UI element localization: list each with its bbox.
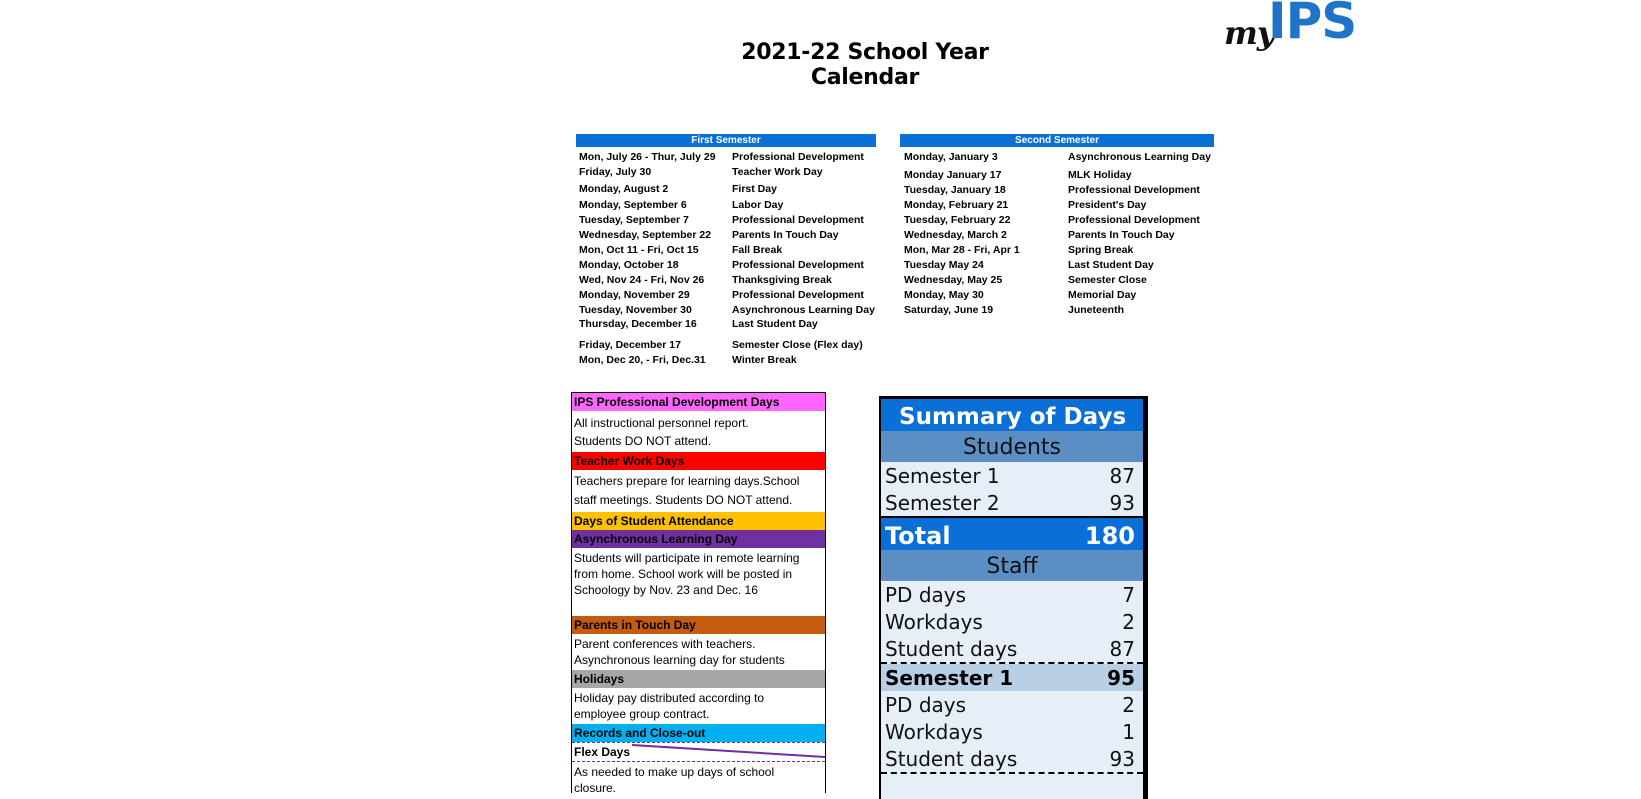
staff-sem1-total-row — [881, 664, 1143, 691]
first-semester-date: Mon, Oct 11 - Fri, Oct 15 — [579, 244, 699, 256]
first-semester-event: Fall Break — [732, 244, 783, 256]
legend-pit-text-1: Parent conferences with teachers. — [574, 637, 756, 651]
page-title: 2021-22 School Year Calendar — [741, 40, 989, 90]
students-sem1-row — [881, 462, 1143, 489]
second-semester-event: Professional Development — [1068, 184, 1200, 196]
legend-async-text-1: Students will participate in remote learning — [574, 551, 800, 565]
staff-s1-student-value: 87 — [1109, 637, 1135, 661]
staff-s1-student-label: Student days — [885, 637, 1018, 661]
summary-title: Summary of Days — [881, 399, 1143, 431]
students-sem1-value: 87 — [1109, 464, 1135, 488]
second-semester-date: Mon, Mar 28 - Fri, Apr 1 — [904, 244, 1020, 256]
staff-s2-work-row — [881, 718, 1143, 745]
first-semester-date: Mon, July 26 - Thur, July 29 — [579, 151, 716, 163]
first-semester-event: Professional Development — [732, 214, 864, 226]
first-semester-date: Mon, Dec 20, - Fri, Dec.31 — [579, 354, 706, 366]
total-row — [881, 518, 1143, 550]
legend-flex-text-1: As needed to make up days of school — [574, 765, 775, 779]
total-value: 180 — [1084, 522, 1135, 550]
legend-panel — [571, 392, 826, 793]
second-semester-date: Wednesday, March 2 — [904, 229, 1007, 241]
first-semester-event: Thanksgiving Break — [732, 274, 832, 286]
second-semester-date: Monday, May 30 — [904, 289, 984, 301]
first-semester-event: Asynchronous Learning Day — [732, 304, 875, 316]
staff-s1-work-label: Workdays — [885, 610, 983, 634]
second-semester-date: Wednesday, May 25 — [904, 274, 1003, 286]
legend-tw-head: Teacher Work Days — [572, 452, 825, 470]
staff-sem1-total-value: 95 — [1107, 666, 1135, 690]
staff-label: Staff — [881, 550, 1143, 581]
summary-of-days-panel — [879, 396, 1148, 799]
first-semester-event: Labor Day — [732, 199, 784, 211]
staff-sem1-total-label: Semester 1 — [885, 666, 1014, 690]
first-semester-date: Tuesday, September 7 — [579, 214, 689, 226]
students-sem2-value: 93 — [1109, 491, 1135, 515]
legend-pit-head: Parents in Touch Day — [572, 616, 825, 634]
second-semester-event: MLK Holiday — [1068, 169, 1132, 181]
myips-logo — [1218, 0, 1357, 60]
second-semester-date: Monday January 17 — [904, 169, 1002, 181]
second-semester-event: President's Day — [1068, 199, 1147, 211]
second-semester-date: Monday, January 3 — [904, 151, 998, 163]
staff-s1-pd-row — [881, 581, 1143, 608]
staff-s2-pd-value: 2 — [1122, 693, 1135, 717]
first-semester-event: First Day — [732, 183, 777, 195]
legend-flex-text-2: closure. — [574, 781, 617, 793]
legend-att-head: Days of Student Attendance — [572, 512, 825, 530]
legend-tw-text-2: staff meetings. Students DO NOT attend. — [574, 493, 793, 507]
staff-s1-pd-label: PD days — [885, 583, 967, 607]
legend-async-head: Asynchronous Learning Day — [572, 530, 825, 548]
legend-flex-head: Flex Days — [574, 745, 631, 759]
staff-s2-pd-label: PD days — [885, 693, 967, 717]
first-semester-event: Semester Close (Flex day) — [732, 339, 863, 351]
second-semester-event: Juneteenth — [1068, 304, 1125, 316]
second-semester-date: Tuesday, January 18 — [904, 184, 1006, 196]
first-semester-date: Wed, Nov 24 - Fri, Nov 26 — [579, 274, 705, 286]
staff-s2-student-row — [881, 745, 1143, 774]
first-semester-date: Tuesday, November 30 — [579, 304, 692, 316]
second-semester-date: Tuesday May 24 — [904, 259, 984, 271]
students-sem2-label: Semester 2 — [885, 491, 1000, 515]
staff-s1-work-value: 2 — [1122, 610, 1135, 634]
staff-s2-student-value: 93 — [1109, 747, 1135, 771]
staff-s1-work-row — [881, 608, 1143, 635]
first-semester-event: Teacher Work Day — [732, 166, 823, 178]
second-semester-event: Spring Break — [1068, 244, 1134, 256]
staff-s2-work-label: Workdays — [885, 720, 983, 744]
second-semester-event: Professional Development — [1068, 214, 1200, 226]
staff-s2-work-value: 1 — [1122, 720, 1135, 744]
first-semester-date: Monday, November 29 — [579, 289, 690, 301]
first-semester-event: Professional Development — [732, 289, 864, 301]
second-semester-date: Saturday, June 19 — [904, 304, 994, 316]
legend-pd-text-1: All instructional personnel report. — [574, 416, 749, 430]
flex-diagonal-line-icon — [572, 743, 825, 761]
first-semester-date: Friday, July 30 — [579, 166, 652, 178]
legend-rec-head: Records and Close-out — [572, 724, 825, 742]
second-semester-event: Last Student Day — [1068, 259, 1154, 271]
first-semester-event: Professional Development — [732, 259, 864, 271]
first-semester-event: Parents In Touch Day — [732, 229, 839, 241]
second-semester-event: Parents In Touch Day — [1068, 229, 1175, 241]
first-semester-date: Friday, December 17 — [579, 339, 681, 351]
second-semester-date: Monday, February 21 — [904, 199, 1009, 211]
first-semester-event: Last Student Day — [732, 318, 818, 330]
logo-prefix: my — [1224, 14, 1275, 52]
legend-pd-head: IPS Professional Development Days — [572, 393, 825, 411]
legend-tw-text-1: Teachers prepare for learning days.School — [574, 474, 800, 488]
students-sem1-label: Semester 1 — [885, 464, 1000, 488]
first-semester-date: Thursday, December 16 — [579, 318, 697, 330]
legend-pit-text-2: Asynchronous learning day for students — [574, 653, 785, 667]
first-semester-header: First Semester — [576, 134, 876, 147]
students-sem2-row — [881, 489, 1143, 518]
staff-s1-student-row — [881, 635, 1143, 664]
first-semester-event: Professional Development — [732, 151, 864, 163]
legend-hol-head: Holidays — [572, 670, 825, 688]
first-semester-date: Monday, October 18 — [579, 259, 679, 271]
second-semester-header: Second Semester — [900, 134, 1214, 147]
first-semester-date: Wednesday, September 22 — [579, 229, 712, 241]
first-semester-event: Winter Break — [732, 354, 797, 366]
total-label: Total — [885, 522, 951, 550]
legend-async-text-3: Schoology by Nov. 23 and Dec. 16 — [574, 583, 758, 597]
second-semester-event: Semester Close — [1068, 274, 1147, 286]
first-semester-date: Monday, September 6 — [579, 199, 687, 211]
students-label: Students — [881, 431, 1143, 462]
legend-pd-text-2: Students DO NOT attend. — [574, 434, 712, 448]
legend-hol-text-1: Holiday pay distributed according to — [574, 691, 765, 705]
first-semester-date: Monday, August 2 — [579, 183, 669, 195]
staff-s2-pd-row — [881, 691, 1143, 718]
logo-brand: IPS — [1268, 0, 1357, 50]
staff-s2-student-label: Student days — [885, 747, 1018, 771]
second-semester-event: Asynchronous Learning Day — [1068, 151, 1211, 163]
legend-flex-row — [572, 742, 825, 762]
second-semester-date: Tuesday, February 22 — [904, 214, 1011, 226]
staff-s1-pd-value: 7 — [1122, 583, 1135, 607]
legend-async-text-2: from home. School work will be posted in — [574, 567, 793, 581]
second-semester-event: Memorial Day — [1068, 289, 1137, 301]
legend-hol-text-2: employee group contract. — [574, 707, 710, 721]
